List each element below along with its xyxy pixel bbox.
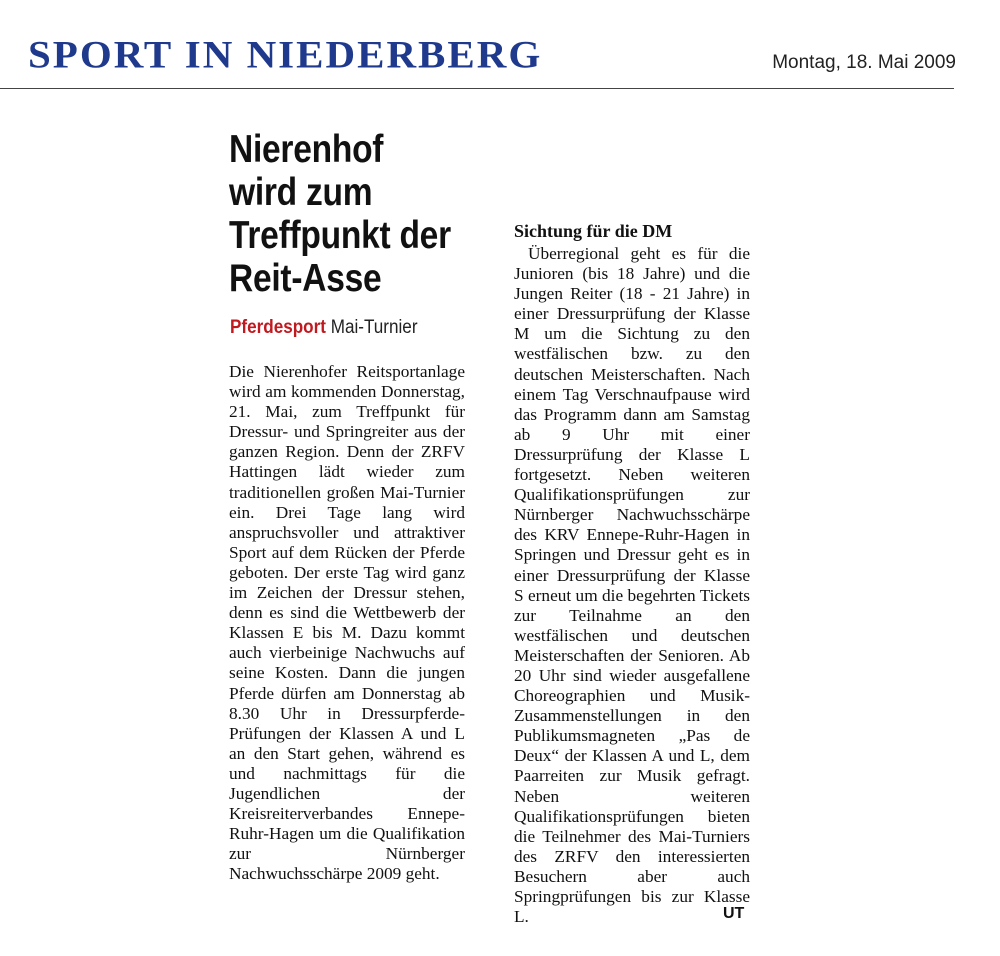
article-column-1 bbox=[229, 362, 465, 884]
kicker-category: Pferdesport bbox=[230, 317, 326, 338]
header-divider bbox=[0, 88, 954, 89]
author-initials: UT bbox=[723, 905, 745, 922]
article-subhead: Sichtung für die DM bbox=[514, 221, 673, 241]
masthead-title: SPORT IN NIEDERBERG bbox=[28, 32, 543, 76]
article-kicker bbox=[230, 317, 418, 339]
issue-date: Montag, 18. Mai 2009 bbox=[772, 52, 956, 73]
column-1-paragraph: Die Nierenhofer Reitsportanlage wird am kommenden Donnerstag, 21. Mai, zum Treffpunkt für Dressur- und Springreiter aus der ganzen Region. Denn der ZRFV Hattingen lädt wieder zum traditionellen großen Mai-Turnier ein. Drei Tage lang wird anspruchsvoller und attraktiver Sport auf dem Rücken der Pferde geboten. Der erste Tag wird ganz im Zeichen der Dressur stehen, denn es sind die Wettbewerb der Klassen E bis M. Dazu kommt auch vierbeinige Nachwuchs auf seine Kosten. Dann die jungen Pferde dürfen am Donnerstag ab 8.30 Uhr in Dressurpferde-Prüfungen der Klassen A und L an den Start gehen, während es und nachmittags für die Jugendlichen der Kreisreiterverbandes Ennepe-Ruhr-Hagen um die Qualifikation zur Nürnberger Nachwuchsschärpe 2009 geht. bbox=[229, 362, 465, 884]
column-2-paragraph: Überregional geht es für die Junioren (bis 18 Jahre) und die Jungen Reiter (18 - 21 Jahre) in einer Dressurprüfung der Klasse M um die Sichtung zu den westfälischen bzw. zu den deutschen Meisterschaften. Nach einem Tag Verschnaufpause wird das Programm dann am Samstag ab 9 Uhr mit einer Dressurprüfung der Klasse L fortgesetzt. Neben weiteren Qualifikationsprüfungen zur Nürnberger Nachwuchsschärpe des KRV Ennepe-Ruhr-Hagen in Springen und Dressur geht es in einer Dressurprüfung der Klasse S erneut um die begehrten Tickets zur Teilnahme an den westfälischen und deutschen Meisterschaften der Senioren. Ab 20 Uhr sind wieder ausgefallene Choreographien und Musik-Zusammenstellungen in den Publikumsmagneten „Pas de Deux“ der Klassen A und L, dem Paarreiten zur Musik gefragt. Neben weiteren Qualifikationsprüfungen bieten die Teilnehmer des Mai-Turniers des ZRFV den interessierten Besuchern aber auch Springprüfungen bis zur Klasse L. bbox=[514, 244, 750, 927]
article-column-2 bbox=[514, 220, 750, 927]
kicker-text: Mai-Turnier bbox=[330, 317, 418, 338]
article-headline: Nierenhof wird zum Treffpunkt der Reit-Asse bbox=[229, 128, 451, 300]
